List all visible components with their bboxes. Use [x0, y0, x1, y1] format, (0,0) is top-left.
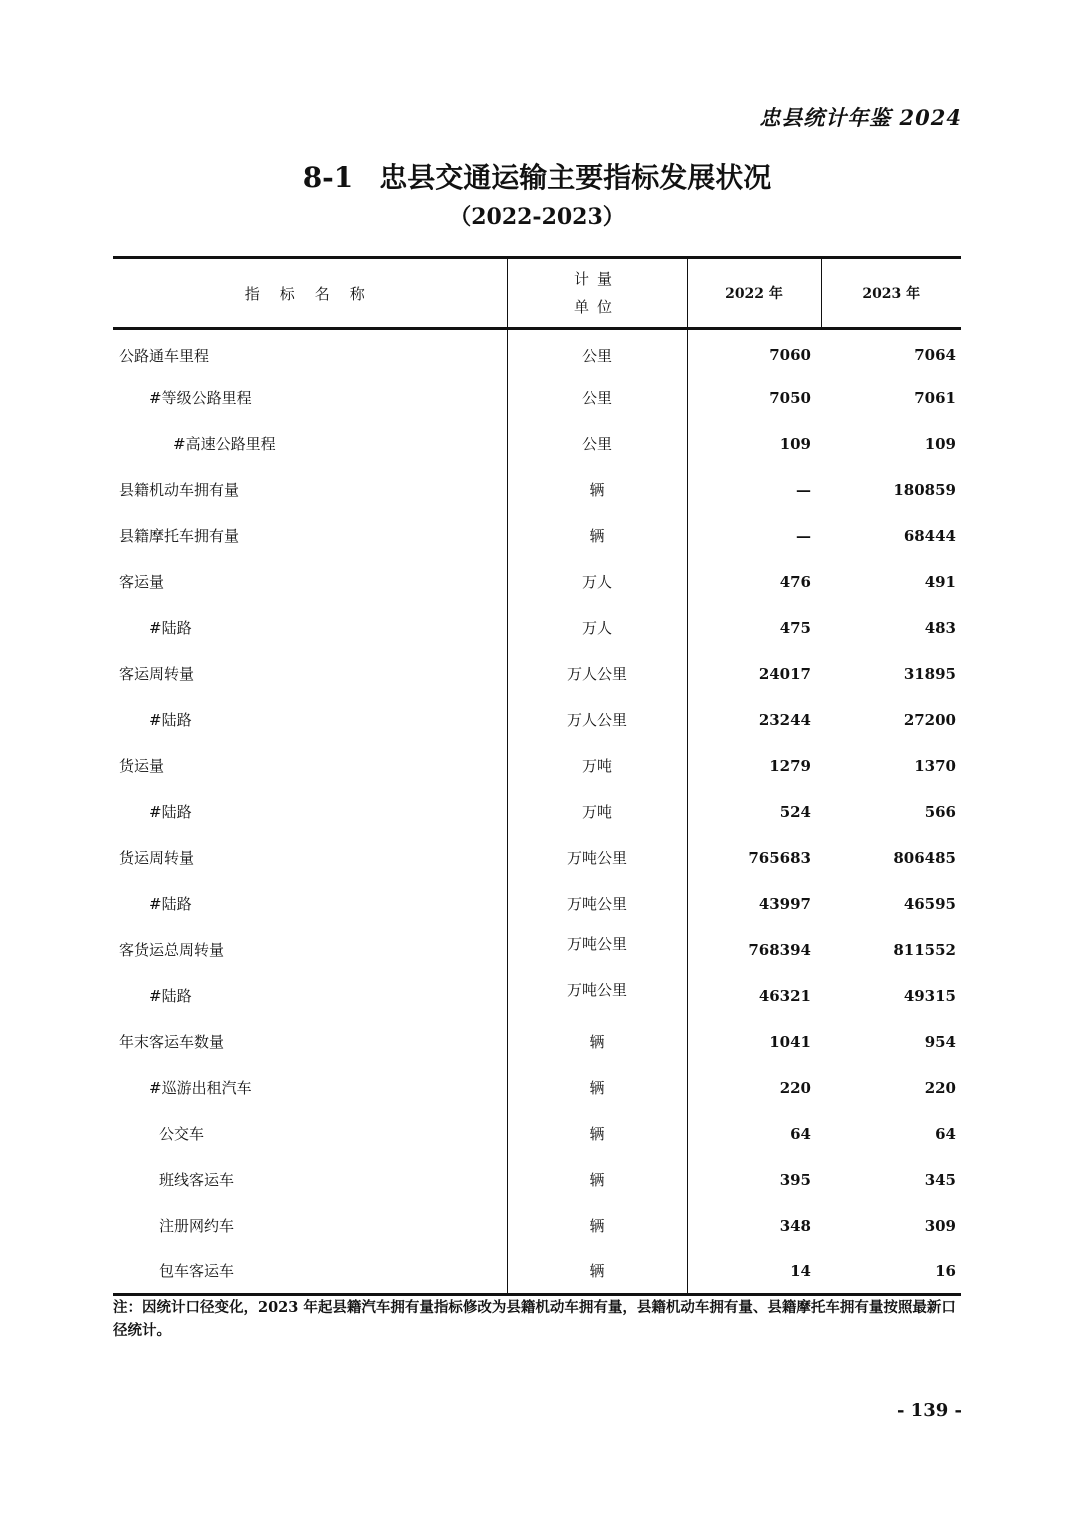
table-title-text: 忠县交通运输主要指标发展状况 — [379, 161, 772, 194]
value-2023-cell: 7064 — [914, 346, 956, 365]
table-row — [113, 881, 961, 927]
value-2023-cell: 49315 — [903, 986, 956, 1005]
table-row — [113, 605, 961, 651]
unit-text: 万人公里 — [566, 665, 627, 683]
running-header: 忠县统计年鉴 2024 — [759, 105, 962, 130]
unit-cell — [507, 421, 687, 467]
indicator-name-cell: #陆路 — [113, 973, 507, 1019]
unit-text: 辆 — [589, 527, 605, 545]
indicator-name-cell: 公交车 — [113, 1111, 507, 1157]
table-row — [113, 1157, 961, 1203]
unit-text: 公里 — [581, 346, 612, 365]
indicator-name-cell: #陆路 — [113, 881, 507, 927]
table-row — [113, 789, 961, 835]
table-row — [113, 1019, 961, 1065]
value-2023-cell: 68444 — [903, 526, 956, 545]
indicator-name-cell: #陆路 — [113, 697, 507, 743]
unit-cell — [507, 559, 687, 605]
indicator-name-cell: 客运量 — [113, 559, 507, 605]
indicator-name-cell: 公路通车里程 — [113, 329, 507, 375]
value-2022-cell: 46321 — [758, 986, 811, 1005]
unit-cell — [507, 605, 687, 651]
indicator-name-cell: #高速公路里程 — [113, 421, 507, 467]
statistics-table — [113, 256, 961, 1296]
table-row — [113, 927, 961, 973]
unit-cell — [507, 513, 687, 559]
value-2023-cell: 109 — [924, 434, 956, 453]
value-2022-cell: 768394 — [748, 940, 811, 959]
value-2023-cell: 16 — [821, 1249, 961, 1295]
unit-text: 万吨公里 — [566, 935, 627, 953]
indicator-name-cell: 货运量 — [113, 743, 507, 789]
value-2023-cell: 483 — [924, 618, 956, 637]
unit-cell — [507, 835, 687, 881]
value-2023-cell: 309 — [924, 1216, 956, 1235]
unit-text: 万人 — [581, 573, 612, 591]
table-number: 8-1 — [302, 161, 354, 194]
value-2022-cell: 64 — [790, 1124, 811, 1143]
value-2022-cell: 765683 — [748, 848, 811, 867]
value-2022-cell: 23244 — [758, 710, 811, 729]
indicator-name-cell: #巡游出租汽车 — [113, 1065, 507, 1111]
indicator-name-cell: 班线客运车 — [113, 1157, 507, 1203]
value-2022-cell: 475 — [779, 618, 811, 637]
value-2023-cell: 345 — [924, 1170, 956, 1189]
value-2023-cell: 7061 — [914, 388, 956, 407]
table-header-row — [113, 258, 961, 329]
value-2023-cell: 954 — [924, 1032, 956, 1051]
unit-text: 辆 — [589, 1171, 605, 1189]
table-row — [113, 1065, 961, 1111]
table-body — [113, 329, 961, 1295]
indicator-name-cell: 客运周转量 — [113, 651, 507, 697]
unit-cell — [507, 973, 687, 1019]
unit-text: 万吨公里 — [566, 849, 627, 867]
table-row — [113, 835, 961, 881]
unit-cell — [507, 743, 687, 789]
table-subtitle: （2022-2023） — [449, 204, 625, 230]
value-2022-cell: 476 — [779, 572, 811, 591]
unit-text: 万吨公里 — [566, 895, 627, 913]
value-2023-cell: 566 — [924, 802, 956, 821]
unit-cell — [507, 1157, 687, 1203]
table-row — [113, 329, 961, 375]
value-2023-cell: 27200 — [903, 710, 956, 729]
indicator-name-cell: 包车客运车 — [113, 1249, 507, 1295]
unit-text: 万人公里 — [566, 711, 627, 729]
value-2023-cell: 220 — [924, 1078, 956, 1097]
table-row — [113, 973, 961, 1019]
header-unit-line2: 单位 — [573, 298, 620, 316]
value-2023-cell: 806485 — [893, 848, 956, 867]
unit-text: 辆 — [589, 481, 605, 499]
indicator-name-cell: 注册网约车 — [113, 1203, 507, 1249]
indicator-name-cell: #陆路 — [113, 789, 507, 835]
value-2023-cell: 180859 — [893, 480, 956, 499]
header-year-2022: 2022 年 — [687, 258, 821, 329]
value-2022-cell: 24017 — [758, 664, 811, 683]
table-row — [113, 697, 961, 743]
value-2022-cell: 1279 — [769, 756, 811, 775]
unit-text: 公里 — [581, 435, 612, 453]
page-number: - 139 - — [896, 1400, 962, 1421]
value-2022-cell: 348 — [779, 1216, 811, 1235]
unit-cell — [507, 329, 687, 375]
unit-cell — [507, 789, 687, 835]
unit-cell — [507, 1019, 687, 1065]
table-row — [113, 1111, 961, 1157]
value-2023-cell: 1370 — [914, 756, 956, 775]
unit-text: 万吨 — [581, 757, 612, 775]
unit-text: 万人 — [581, 619, 612, 637]
unit-cell — [507, 881, 687, 927]
unit-text: 万吨 — [581, 803, 612, 821]
unit-text: 辆 — [589, 1079, 605, 1097]
value-2022-cell: — — [796, 526, 811, 545]
value-2022-cell: 395 — [779, 1170, 811, 1189]
header-unit-line1: 计量 — [573, 270, 620, 288]
unit-cell — [507, 651, 687, 697]
value-2023-cell: 31895 — [903, 664, 956, 683]
unit-cell — [507, 467, 687, 513]
table-row — [113, 513, 961, 559]
table-row — [113, 651, 961, 697]
value-2022-cell: 1041 — [769, 1032, 811, 1051]
table-title — [0, 156, 1074, 196]
unit-cell — [507, 375, 687, 421]
header-year-2023: 2023 年 — [821, 258, 961, 329]
unit-cell — [507, 1203, 687, 1249]
value-2023-cell: 64 — [935, 1124, 956, 1143]
value-2023-cell: 46595 — [903, 894, 956, 913]
value-2022-cell: — — [796, 480, 811, 499]
table-row — [113, 421, 961, 467]
table-row — [113, 375, 961, 421]
unit-text: 辆 — [589, 1033, 605, 1051]
unit-cell — [507, 1249, 687, 1295]
value-2022-cell: 7050 — [769, 388, 811, 407]
table-row — [113, 1249, 961, 1295]
value-2022-cell: 14 — [687, 1249, 821, 1295]
indicator-name-cell: 县籍摩托车拥有量 — [113, 513, 507, 559]
header-indicator-name: 指标名称 — [113, 258, 507, 329]
value-2022-cell: 109 — [779, 434, 811, 453]
unit-text: 公里 — [581, 389, 612, 407]
unit-text: 万吨公里 — [566, 981, 627, 999]
indicator-name-cell: 货运周转量 — [113, 835, 507, 881]
value-2023-cell: 491 — [924, 572, 956, 591]
value-2023-cell: 811552 — [893, 940, 956, 959]
unit-text: 辆 — [589, 1262, 605, 1281]
unit-cell — [507, 1065, 687, 1111]
indicator-name-cell: #等级公路里程 — [113, 375, 507, 421]
table-row — [113, 467, 961, 513]
indicator-name-cell: 年末客运车数量 — [113, 1019, 507, 1065]
indicator-name-cell: 县籍机动车拥有量 — [113, 467, 507, 513]
table-row — [113, 1203, 961, 1249]
header-unit — [507, 258, 687, 329]
unit-cell — [507, 927, 687, 973]
value-2022-cell: 7060 — [769, 346, 811, 365]
table-row — [113, 559, 961, 605]
table-row — [113, 743, 961, 789]
footnote: 注：因统计口径变化，2023 年起县籍汽车拥有量指标修改为县籍机动车拥有量，县籍机动车拥有量、县籍摩托车拥有量按照最新口径统计。 — [113, 1299, 956, 1339]
unit-cell — [507, 1111, 687, 1157]
unit-text: 辆 — [589, 1125, 605, 1143]
indicator-name-cell: 客货运总周转量 — [113, 927, 507, 973]
unit-cell — [507, 697, 687, 743]
value-2022-cell: 43997 — [758, 894, 811, 913]
indicator-name-cell: #陆路 — [113, 605, 507, 651]
value-2022-cell: 524 — [779, 802, 811, 821]
value-2022-cell: 220 — [779, 1078, 811, 1097]
unit-text: 辆 — [589, 1217, 605, 1235]
